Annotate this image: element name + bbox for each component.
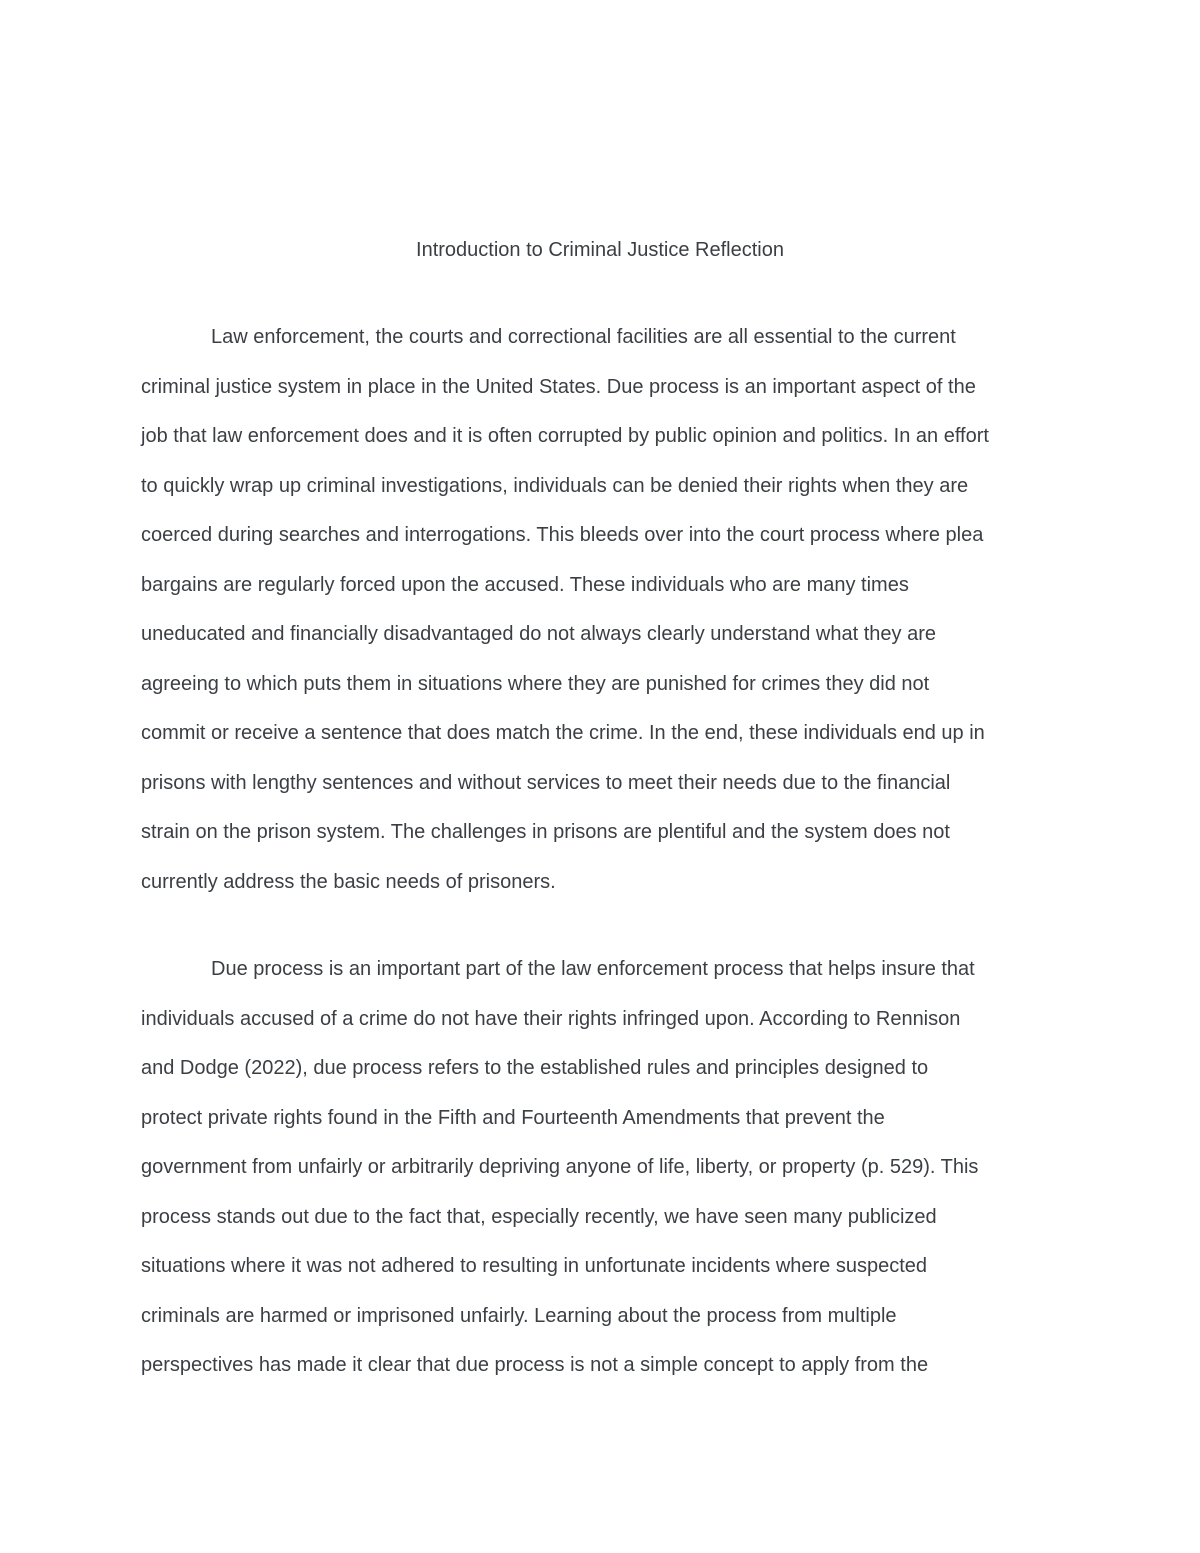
paragraph-line: bargains are regularly forced upon the accused. These individuals who are many times: [141, 573, 909, 596]
paragraph-line: Due process is an important part of the law enforcement process that helps insure that: [211, 958, 975, 980]
paragraph-line: protect private rights found in the Fifth and Fourteenth Amendments that prevent the: [141, 1106, 885, 1129]
paragraph-line: agreeing to which puts them in situations where they are punished for crimes they did not: [141, 672, 930, 695]
paragraph-line: to quickly wrap up criminal investigations, individuals can be denied their rights when they are: [141, 474, 969, 497]
paragraph-line: prisons with lengthy sentences and without services to meet their needs due to the financial: [141, 771, 951, 794]
paragraph-1: [141, 313, 1061, 907]
paragraph-line: government from unfairly or arbitrarily depriving anyone of life, liberty, or property (p. 529). This: [141, 1156, 979, 1178]
paragraph-line: individuals accused of a crime do not have their rights infringed upon. According to Rennison: [141, 1007, 961, 1030]
paragraph-line: perspectives has made it clear that due process is not a simple concept to apply from the: [141, 1354, 929, 1376]
paragraph-line: process stands out due to the fact that, especially recently, we have seen many publicized: [141, 1205, 937, 1228]
paragraph-line: job that law enforcement does and it is often corrupted by public opinion and politics. In an effort: [141, 425, 989, 447]
paragraph-line: uneducated and financially disadvantaged do not always clearly understand what they are: [141, 623, 936, 645]
document-title: Introduction to Criminal Justice Reflection: [416, 239, 784, 261]
paragraph-line: strain on the prison system. The challenges in prisons are plentiful and the system does not: [141, 821, 950, 843]
paragraph-line: situations where it was not adhered to resulting in unfortunate incidents where suspected: [141, 1255, 928, 1277]
paragraph-line: Law enforcement, the courts and correctional facilities are all essential to the current: [211, 326, 956, 348]
paragraph-line: coerced during searches and interrogations. This bleeds over into the court process where plea: [141, 524, 984, 546]
paragraph-line: and Dodge (2022), due process refers to the established rules and principles designed to: [141, 1057, 929, 1079]
paragraph-2: [141, 945, 1061, 1391]
paragraph-line: commit or receive a sentence that does match the crime. In the end, these individuals end up in: [141, 722, 985, 744]
paragraph-line: criminals are harmed or imprisoned unfairly. Learning about the process from multiple: [141, 1304, 897, 1327]
paragraph-line: currently address the basic needs of prisoners.: [141, 870, 556, 893]
paragraph-line: criminal justice system in place in the United States. Due process is an important aspect of the: [141, 375, 976, 398]
